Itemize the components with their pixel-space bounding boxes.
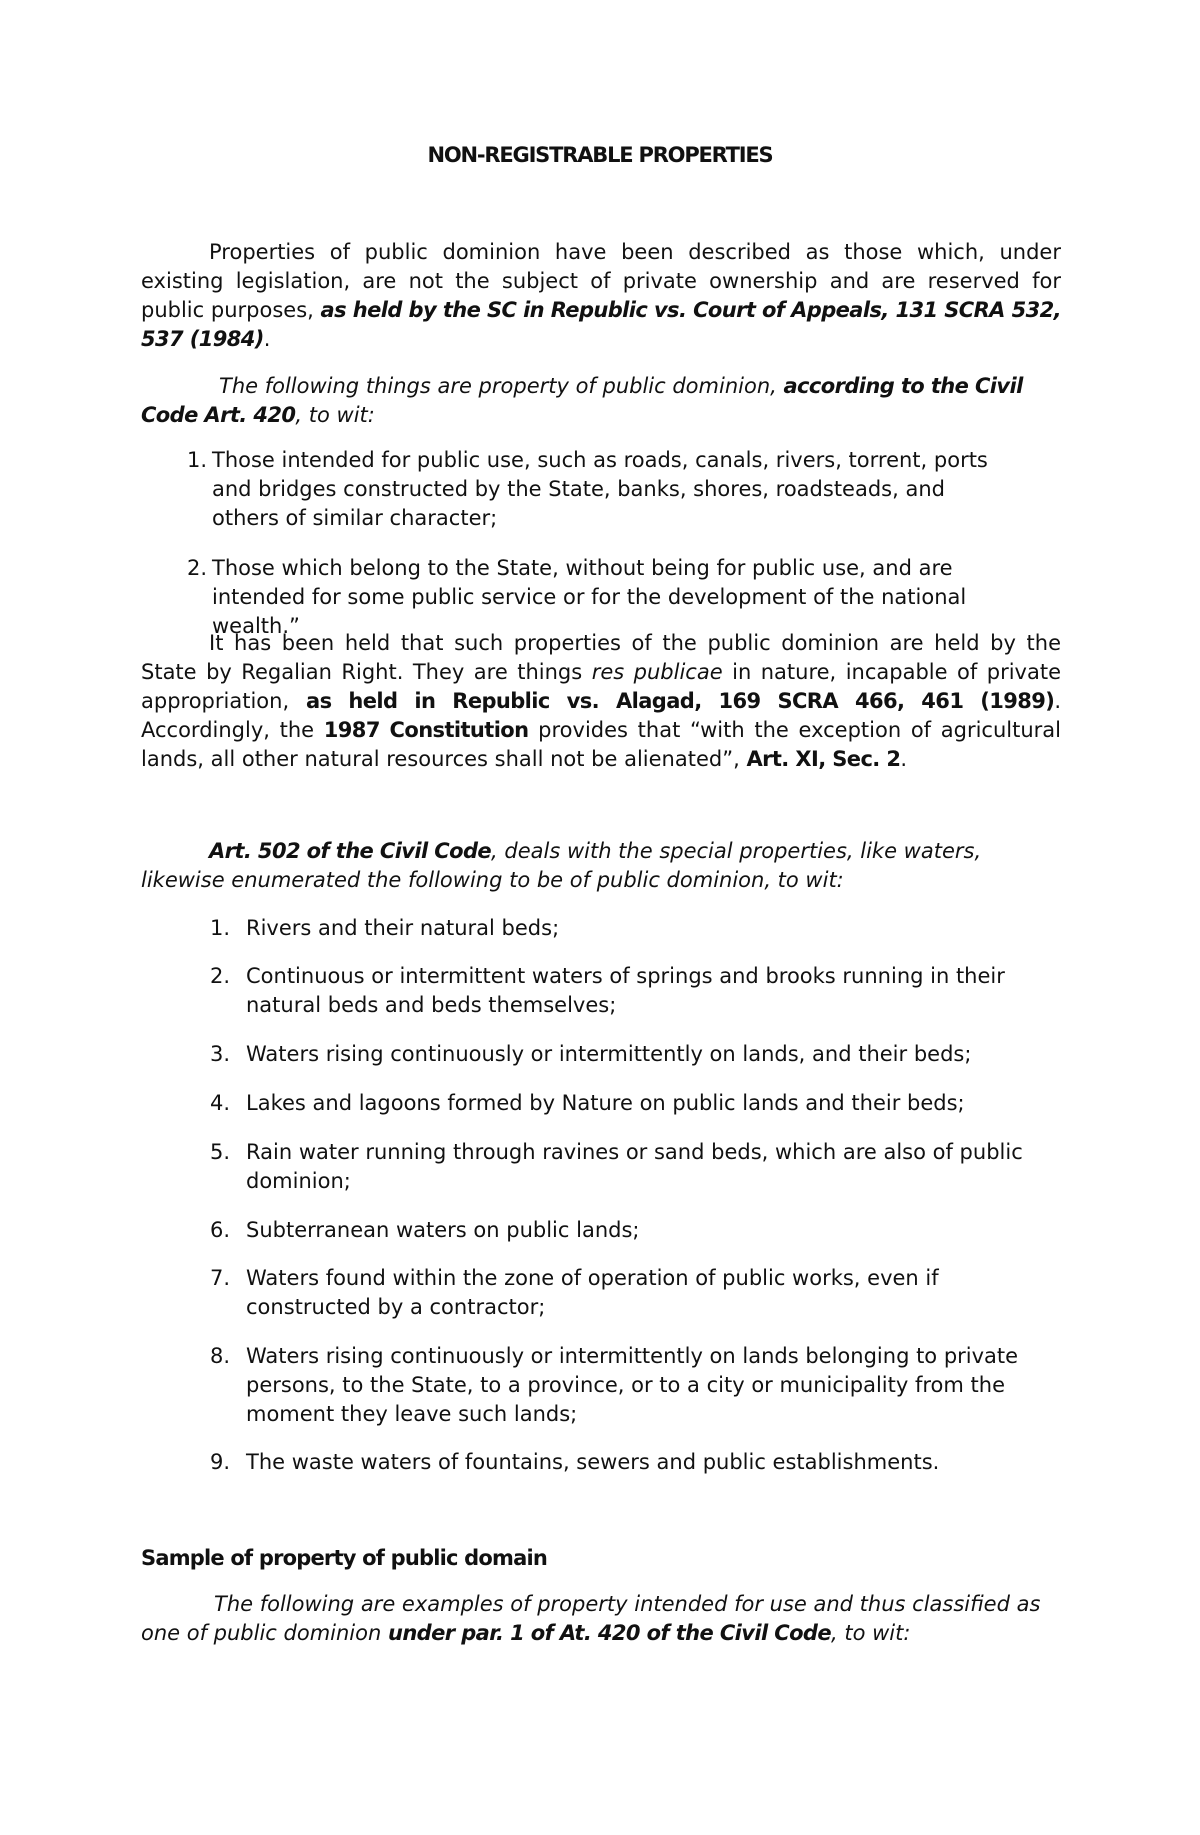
- list-number: 1.: [187, 448, 208, 472]
- list-number: 7.: [210, 1266, 231, 1290]
- paragraph-civil-code-502: [141, 837, 1061, 895]
- paragraph-public-dominion-definition: [141, 238, 1061, 354]
- list-number: 1.: [210, 916, 231, 940]
- paragraph-civil-code-420: [141, 372, 1061, 430]
- list-item: [210, 1264, 1046, 1322]
- list-text: Rivers and their natural beds;: [246, 916, 560, 940]
- paragraph-text: The following things are property of public dominion,: [219, 374, 784, 398]
- paragraph-text: provides that “with the exception of agricultural lands, all other natural resources shall not be alienated”,: [141, 718, 1061, 771]
- list-item: [210, 1216, 1046, 1245]
- paragraph-text: . Accordingly, the: [141, 689, 1061, 742]
- list-number: 9.: [210, 1450, 231, 1474]
- article-reference: Art. XI, Sec. 2: [746, 747, 901, 771]
- paragraph-end: , to wit:: [295, 403, 375, 427]
- case-citation: as held in Republic vs. Alagad, 169 SCRA 466, 461 (1989): [306, 689, 1055, 713]
- list-text: Waters found within the zone of operation of public works, even if constructed by a contractor;: [246, 1266, 939, 1319]
- page-title: NON-REGISTRABLE PROPERTIES: [427, 143, 773, 167]
- list-item: [187, 554, 1012, 641]
- list-item: [210, 1138, 1046, 1196]
- list-number: 5.: [210, 1140, 231, 1164]
- paragraph-end: .: [900, 747, 908, 771]
- list-text: The waste waters of fountains, sewers and public establishments.: [246, 1450, 940, 1474]
- constitution-reference: 1987 Constitution: [323, 718, 529, 742]
- paragraph-end: , to wit:: [831, 1621, 911, 1645]
- list-item: [210, 1448, 1046, 1477]
- code-citation: Art. 502 of the Civil Code: [209, 839, 492, 863]
- paragraph-text: It has been held that such properties of the public dominion are held by the State by Regalian Right. They are things: [141, 631, 1061, 684]
- section-heading: Sample of property of public domain: [141, 1546, 548, 1570]
- code-citation: under par. 1 of At. 420 of the Civil Code: [387, 1621, 831, 1645]
- list-text: Lakes and lagoons formed by Nature on public lands and their beds;: [246, 1091, 965, 1115]
- list-item: [210, 1089, 1046, 1118]
- paragraph-public-domain-examples: [141, 1590, 1061, 1648]
- latin-term: res publicae: [591, 660, 723, 684]
- list-item: [210, 1040, 1046, 1069]
- list-item: [210, 914, 1046, 943]
- paragraph-text: The following are examples of property intended for use and thus classified as one of public dominion: [141, 1592, 1041, 1645]
- list-item: [187, 446, 1012, 533]
- paragraph-text: Properties of public dominion have been described as those which, under existing legislation, are not the subject of private ownership and are reserved for public purposes,: [141, 240, 1061, 322]
- list-number: 3.: [210, 1042, 231, 1066]
- list-text: Subterranean waters on public lands;: [246, 1218, 640, 1242]
- paragraph-regalian-right: [141, 629, 1061, 774]
- list-item: [210, 962, 1046, 1020]
- paragraph-text: , deals with the special properties, like waters, likewise enumerated the following to be of public dominion, to wit:: [141, 839, 982, 892]
- list-number: 8.: [210, 1344, 231, 1368]
- list-number: 2.: [210, 964, 231, 988]
- code-citation: according to the Civil Code Art. 420: [141, 374, 1023, 427]
- list-text: Continuous or intermittent waters of springs and brooks running in their natural beds and beds themselves;: [246, 964, 1005, 1017]
- paragraph-end: .: [263, 327, 271, 351]
- list-number: 2.: [187, 556, 208, 580]
- case-citation: as held by the SC in Republic vs. Court of Appeals, 131 SCRA 532, 537 (1984): [141, 298, 1061, 351]
- list-text: Those intended for public use, such as roads, canals, rivers, torrent, ports and bridges constructed by the State, banks, shores, roadsteads, and others of similar character;: [212, 448, 988, 530]
- list-text: Those which belong to the State, without being for public use, and are intended for some public service or for the development of the national wealth.”: [212, 556, 967, 638]
- list-number: 6.: [210, 1218, 231, 1242]
- list-item: [210, 1342, 1046, 1429]
- list-text: Waters rising continuously or intermittently on lands, and their beds;: [246, 1042, 972, 1066]
- list-text: Waters rising continuously or intermittently on lands belonging to private persons, to the State, to a province, or to a city or municipality from the moment they leave such lands;: [246, 1344, 1019, 1426]
- list-number: 4.: [210, 1091, 231, 1115]
- paragraph-text: in nature, incapable of private appropriation,: [141, 660, 1061, 713]
- list-text: Rain water running through ravines or sand beds, which are also of public dominion;: [246, 1140, 1023, 1193]
